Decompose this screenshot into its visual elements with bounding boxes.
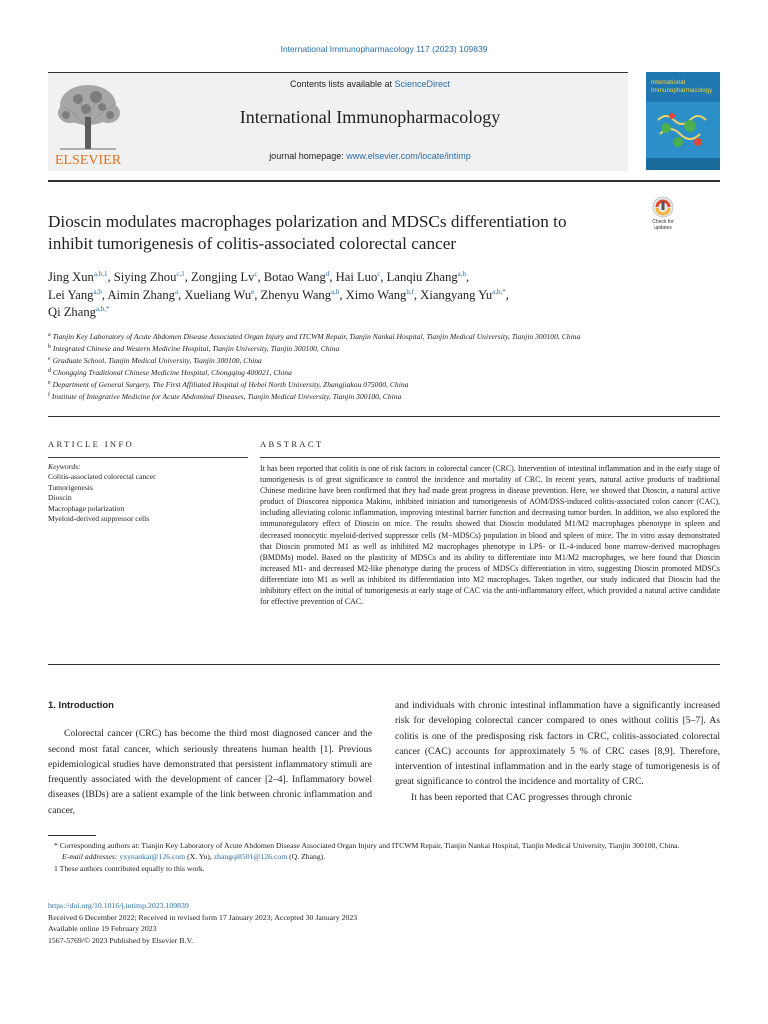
- sciencedirect-link[interactable]: ScienceDirect: [394, 79, 451, 89]
- elsevier-logo[interactable]: [50, 77, 126, 167]
- abstract-rule: [260, 457, 720, 458]
- intro-paragraph-2: It has been reported that CAC progresses through chronic: [411, 791, 633, 803]
- author-affiliation-marks[interactable]: a,b,*: [95, 305, 110, 313]
- author-separator: ,: [329, 270, 336, 284]
- footnote-rule: [48, 835, 96, 836]
- affiliation-letter: e: [48, 380, 51, 386]
- check-for-updates-icon: [646, 195, 680, 231]
- check-for-updates-badge[interactable]: [646, 195, 680, 231]
- affiliation-text: Graduate School, Tianjin Medical University, Tianjin 300100, China: [52, 356, 262, 365]
- author-affiliation-marks[interactable]: c: [254, 270, 258, 278]
- affiliation-item: [48, 330, 648, 342]
- intro-paragraph-continued: and individuals with chronic intestinal inflammation have a significantly increased risk for developing colorectal cancer compared to ones without colitis [5–7]. As colitis is one of the predisposing risk factors in CRC, colitis-associated colorectal cancer (CAC) accounts for approximately 5 % of CRC cases [8,9]. Therefore, intervention of intestinal inflammation and in the early stage of tumorigenesis is of great significance to control the incidence and mortality of CRC.: [395, 700, 720, 788]
- author-affiliation-marks[interactable]: c,1: [176, 270, 185, 278]
- equal-contribution-note: 1 These authors contributed equally to this work.: [54, 863, 205, 873]
- intro-paragraph-1: Colorectal cancer (CRC) has become the third most diagnosed cancer and the second most fatal cancer, which seriously threatens human health [1]. Previous epidemiological studies have demonstrated that persistent inflammatory stimuli are frequently associated with the development of cancer [2–4]. Inflammatory bowel diseases (IBDs) are a salient example of the link between chronic inflammation and cancer,: [48, 728, 372, 816]
- author-separator: ,: [254, 287, 261, 302]
- affiliation-text: Chongqing Traditional Chinese Medicine Hospital, Chongqing 400021, China: [52, 368, 292, 377]
- author-separator: ,: [339, 287, 346, 302]
- author-name[interactable]: Botao Wang: [263, 270, 326, 284]
- journal-cover-image: [646, 72, 720, 170]
- contents-prefix: Contents lists available at: [289, 79, 395, 89]
- author-separator: ,: [178, 287, 185, 302]
- article-info-heading: ARTICLE INFO: [48, 439, 135, 449]
- author-affiliation-marks[interactable]: a,b,1: [93, 270, 108, 278]
- affiliation-item: [48, 354, 648, 366]
- doi-link[interactable]: https://doi.org/10.1016/j.intimp.2023.109839: [48, 901, 189, 910]
- author-name[interactable]: Lei Yang: [48, 287, 94, 302]
- article-title-line2: inhibit tumorigenesis of colitis-associated colorectal cancer: [48, 234, 457, 253]
- affiliation-item: [48, 378, 648, 390]
- affiliation-letter: f: [48, 392, 50, 398]
- author-affiliation-marks[interactable]: a,b,*: [492, 287, 506, 296]
- corresponding-author-note: * Corresponding authors at: Tianjin Key Laboratory of Acute Abdomen Disease Associated Organ Injury and ITCWM Repair, Tianjin Nankai Hospital, Tianjin Medical University, Tianjin 300100, China.: [54, 841, 680, 850]
- affiliation-text: Tianjin Key Laboratory of Acute Abdomen Disease Associated Organ Injury and ITCWM Repair, Tianjin Nankai Hospital, Tianjin Medical University, Tianjin 300100, China: [52, 332, 581, 341]
- author-affiliation-marks[interactable]: e: [251, 287, 255, 296]
- body-column-left: [48, 698, 372, 818]
- homepage-link[interactable]: www.elsevier.com/locate/intimp: [346, 151, 471, 161]
- author-name[interactable]: Jing Xun: [48, 270, 94, 284]
- author-affiliation-marks[interactable]: a,b: [331, 287, 340, 296]
- affiliation-letter: d: [48, 368, 51, 374]
- journal-title: International Immunopharmacology: [239, 107, 501, 127]
- author-separator: ,: [380, 270, 387, 284]
- author-separator: ,: [505, 287, 509, 302]
- email-1-owner: (X. Yu),: [187, 852, 212, 862]
- author-name[interactable]: Lanqiu Zhang: [386, 270, 458, 284]
- copyright-line: 1567-5769/© 2023 Published by Elsevier B.V.: [48, 935, 194, 945]
- cover-title-line1: International: [651, 79, 686, 86]
- author-separator: ,: [257, 270, 264, 284]
- affiliation-item: [48, 390, 648, 402]
- keyword-item: Colitis-associated colorectal cancer: [48, 472, 156, 482]
- author-name[interactable]: Hai Luo: [335, 270, 378, 284]
- affiliation-text: Institute of Integrative Medicine for Acute Abdominal Diseases, Tianjin Medical University, Tianjin 300100, China: [51, 392, 402, 401]
- cover-title-line2: Immunopharmacology: [651, 87, 713, 94]
- abstract-text: It has been reported that colitis is one of risk factors in colorectal cancer (CRC). Intervention of intestinal inflammation and in the early stage of tumorigenesis is of great significance to control the incidence and mortality of CRC. In recent years, natural active products of traditional Chinese medicine have been confirmed that they had made great progress in disease prevention. Here, we showed that Dioscin, a natural active product of Dioscorea nipponica Makino, inhibited initiation and tumorigenesis of AOM/DSS-induced colitis-associated colon cancer (CAC), including alleviating colonic inflammation, improving intestinal barrier function and decreasing tumor burden. In addition, we also explored the immunoregulatory effect of Dioscin on mice. The results showed that Dioscin modulated M1/M2 macrophages phenotype in spleen and decreased monocytic myeloid-derived suppressor cells (M−MDSCs) population in blood and spleen of mice. The in vitro assay demonstrated that Dioscin promoted M1 as well as inhibited M2 macrophages phenotype in LPS- or IL-4-induced bone marrow-derived macrophages (BMDMs) model. Based on the plasticity of MDSCs and its ability to differentiate into M1/M2 macrophages, we here found that Dioscin increased M1- and decreased M2-like phenotype during the process of MDSCs differentiation in vitro, suggesting Dioscin promoted MDSCs differentiate into M1 as well as inhibited its differentiation into M2 macrophages. Taken together, our study indicated that Dioscin had the inhibitory effect on the initial of tumorigenesis at early stage of CAC via the anti-inflammatory effect, which provided a natural active candidate for effective prevention of CAC.: [260, 464, 720, 607]
- author-name[interactable]: Siying Zhou: [113, 270, 177, 284]
- author-affiliation-marks[interactable]: a,b: [457, 270, 467, 278]
- article-title: [48, 211, 668, 255]
- abstract-end-rule: [48, 664, 720, 665]
- contents-line: [160, 79, 580, 89]
- keyword-item: Tumorigenesis: [48, 482, 93, 492]
- author-name[interactable]: Zongjing Lv: [191, 270, 255, 284]
- email-link-1[interactable]: yxynankai@126.com: [119, 852, 186, 862]
- email-2-owner: (Q. Zhang).: [289, 852, 326, 862]
- running-reference[interactable]: International Immunopharmacology 117 (2023) 109839: [280, 44, 488, 54]
- homepage-prefix: journal homepage:: [269, 151, 347, 161]
- author-affiliation-marks[interactable]: c: [377, 270, 381, 278]
- author-name[interactable]: Ximo Wang: [345, 287, 407, 302]
- affiliation-letter: c: [48, 356, 51, 362]
- email-label: E-mail addresses:: [62, 852, 118, 862]
- keyword-item: Myeloid-derived suppressor cells: [48, 514, 150, 524]
- article-title-line1: Dioscin modulates macrophages polarization and MDSCs differentiation to: [48, 212, 567, 231]
- article-info-rule: [48, 457, 248, 458]
- elsevier-tree-icon: [50, 77, 126, 167]
- author-name[interactable]: Aimin Zhang: [107, 287, 175, 302]
- received-dates: Received 6 December 2022; Received in revised form 17 January 2023; Accepted 30 January 2023: [48, 912, 358, 922]
- keyword-item: Macrophage polarization: [48, 503, 125, 513]
- check-updates-text-line2: updates: [654, 225, 672, 231]
- author-affiliation-marks[interactable]: a,b: [93, 287, 102, 296]
- available-online: Available online 19 February 2023: [48, 924, 157, 934]
- author-list: [48, 269, 720, 322]
- author-affiliation-marks[interactable]: d: [325, 270, 330, 278]
- email-link-2[interactable]: zhangqi8501@126.com: [213, 852, 288, 862]
- elsevier-logo-text: ELSEVIER: [54, 153, 122, 167]
- author-separator: ,: [101, 287, 108, 302]
- keywords-block: [48, 462, 253, 524]
- author-affiliation-marks[interactable]: a: [174, 287, 179, 296]
- affiliation-letter: b: [48, 344, 51, 350]
- keyword-item: Dioscin: [48, 493, 72, 503]
- author-separator: ,: [413, 287, 421, 302]
- affiliation-item: [48, 366, 648, 378]
- affiliation-list: [48, 330, 648, 402]
- author-separator: ,: [107, 270, 114, 284]
- email-line: [48, 851, 720, 862]
- author-separator: ,: [184, 270, 192, 284]
- author-name[interactable]: Xueliang Wu: [184, 287, 252, 302]
- footnotes: [48, 840, 720, 874]
- keywords-list: [48, 472, 253, 524]
- keywords-label: Keywords:: [48, 462, 81, 471]
- header-rule: [48, 180, 720, 182]
- author-name[interactable]: Qi Zhang: [48, 305, 96, 319]
- affiliations-rule: [48, 416, 720, 417]
- affiliation-text: Department of General Surgery, The First Affiliated Hospital of Hebei North University, Zhangjiakou 075000, China: [52, 380, 409, 389]
- abstract-heading: ABSTRACT: [260, 439, 324, 449]
- affiliation-letter: a: [48, 332, 51, 338]
- section-heading-introduction: 1. Introduction: [48, 700, 114, 711]
- homepage-line: [160, 151, 580, 161]
- affiliation-text: Integrated Chinese and Western Medicine Hospital, Tianjin University, Tianjin 300100, China: [52, 344, 340, 353]
- author-separator: ,: [466, 270, 470, 284]
- check-updates-text-line1: Check for: [652, 219, 674, 225]
- affiliation-item: [48, 342, 648, 354]
- author-name[interactable]: Zhenyu Wang: [260, 287, 331, 302]
- publication-info: [48, 900, 720, 946]
- author-name[interactable]: Xiangyang Yu: [420, 287, 493, 302]
- journal-cover[interactable]: [646, 72, 720, 170]
- body-column-right: [395, 698, 720, 805]
- author-affiliation-marks[interactable]: b,f: [406, 287, 414, 296]
